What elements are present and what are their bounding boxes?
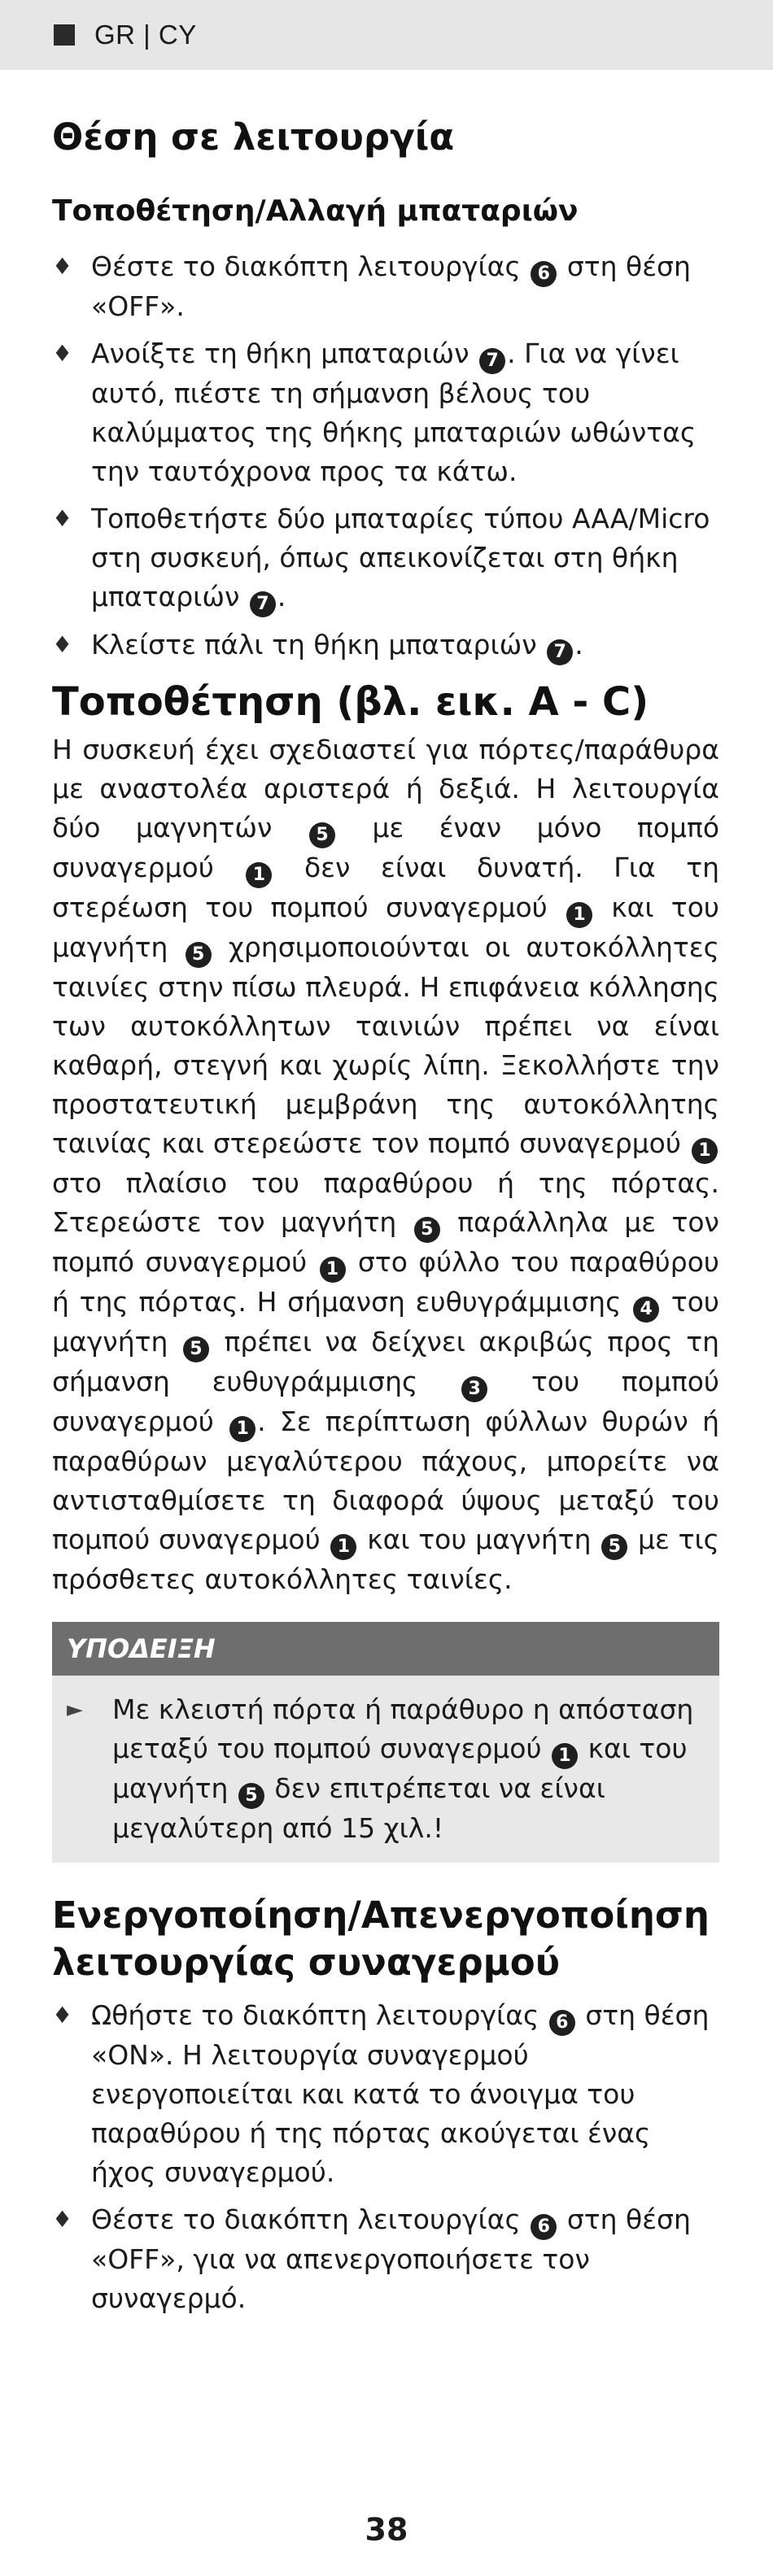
diamond-bullet-icon: ♦ — [52, 340, 73, 367]
section-title-alarm: Ενεργοποίηση/Απενεργοποίηση λειτουργίας συναγερμού — [52, 1894, 710, 1984]
section-title-mounting: Τοποθέτηση (βλ. εικ. A - C) — [52, 679, 649, 725]
section-subtitle-batteries: Τοποθέτηση/Αλλαγή μπαταριών — [52, 194, 579, 228]
note-heading: ΥΠΟΔΕΙΞΗ — [52, 1622, 719, 1676]
diamond-bullet-icon: ♦ — [52, 631, 73, 658]
number-badge: 1 — [320, 1257, 346, 1283]
header-square-icon — [54, 24, 75, 46]
number-badge: 5 — [183, 1336, 209, 1362]
number-badge: 4 — [633, 1297, 659, 1323]
list-item: ♦ Ωθήστε το διακόπτη λειτουργίας 6 στη θέση «ON». Η λειτουργία συναγερμού ενεργοποιείται και κατά το άνοιγμα του παραθύρου ή της πόρτας ακούγεται ένας ήχος συναγερμού. — [52, 1996, 719, 2192]
number-badge: 6 — [531, 261, 557, 287]
number-badge: 1 — [692, 1138, 718, 1164]
note-box — [52, 1622, 719, 1863]
number-badge: 5 — [414, 1217, 440, 1243]
number-badge: 1 — [229, 1416, 255, 1442]
diamond-bullet-icon: ♦ — [52, 505, 73, 532]
number-badge: 1 — [566, 902, 592, 928]
diamond-bullet-icon: ♦ — [52, 2206, 73, 2233]
page-number: 38 — [365, 2512, 408, 2548]
page-content — [52, 114, 719, 2326]
diamond-bullet-icon: ♦ — [52, 253, 73, 280]
number-badge: 7 — [479, 348, 505, 374]
alarm-steps-list — [52, 1996, 719, 2318]
battery-steps-list — [52, 247, 719, 665]
number-badge: 5 — [186, 942, 212, 968]
list-item: ♦ Ανοίξτε τη θήκη μπαταριών 7 . Για να γίνει αυτό, πιέστε τη σήμανση βέλους του καλύμματος της θήκης μπαταριών ωθώντας την ταυτόχρονα προς τα κάτω. — [52, 334, 719, 491]
page-header-bar — [0, 0, 773, 70]
section-title-start: Θέση σε λειτουργία — [52, 116, 455, 159]
number-badge: 5 — [238, 1783, 264, 1809]
number-badge: 7 — [250, 591, 276, 617]
list-item: ♦ Θέστε το διακόπτη λειτουργίας 6 στη θέση «OFF». — [52, 247, 719, 326]
list-item: ♦ Θέστε το διακόπτη λειτουργίας 6 στη θέση «OFF», για να απενεργοποιήσετε τον συναγερμό. — [52, 2200, 719, 2318]
number-badge: 1 — [246, 862, 272, 888]
triangle-arrow-icon: ► — [67, 1698, 83, 1722]
language-code: GR | CY — [94, 20, 197, 50]
number-badge: 1 — [552, 1743, 578, 1769]
list-item: ♦ Κλείστε πάλι τη θήκη μπαταριών 7 . — [52, 625, 719, 665]
mounting-paragraph: Η συσκευή έχει σχεδιαστεί για πόρτες/παράθυρα με αναστολέα αριστερά ή δεξιά. Η λειτουργία δύο μαγνητών 5 με έναν μόνο πομπό συναγερμού 1 δεν είναι δυνατή. Για τη στερέωση του πομπού συναγερμού 1 και του μαγνήτη 5 χρησιμοποιούνται οι αυτοκόλλητες ταινίες στην πίσω πλευρά. Η επιφάνεια κόλλησης των αυτοκόλλητων ταινιών πρέπει να είναι καθαρή, στεγνή και χωρίς λίπη. Ξεκολλήστε την προστατευτική μεμβράνη της αυτοκόλλητης ταινίας και στερεώστε τον πομπό συναγερμού 1 στο πλαίσιο του παραθύρου ή της πόρτας. Στερεώστε τον μαγνήτη 5 παράλληλα με τον πομπό συναγερμού 1 στο φύλλο του παραθύρου ή της πόρτας. Η σήμανση ευθυγράμμισης 4 του μαγνήτη 5 πρέπει να δείχνει ακριβώς προς τη σήμανση ευθυγράμμισης 3 του πομπού συναγερμού 1 . Σε περίπτωση φύλλων θυρών ή παραθύρων μεγαλύτερου πάχους, μπορείτε να αντισταθμίσετε τη διαφορά ύψους μεταξύ του πομπού συναγερμού 1 και του μαγνήτη 5 με τις πρόσθετες αυτοκόλλητες ταινίες. — [52, 734, 720, 1595]
number-badge: 5 — [601, 1534, 627, 1560]
number-badge: 3 — [461, 1376, 487, 1402]
note-item: ► Με κλειστή πόρτα ή παράθυρο η απόσταση μεταξύ του πομπού συναγερμού 1 και του μαγνήτη 5 δεν επιτρέπεται να είναι μεγαλύτερη από 15 χιλ.! — [65, 1690, 703, 1848]
diamond-bullet-icon: ♦ — [52, 2002, 73, 2029]
number-badge: 6 — [549, 2010, 575, 2036]
number-badge: 6 — [531, 2214, 557, 2240]
list-item: ♦ Τοποθετήστε δύο μπαταρίες τύπου AAA/Micro στη συσκευή, όπως απεικονίζεται στη θήκη μπαταριών 7 . — [52, 499, 719, 617]
number-badge: 5 — [309, 822, 335, 848]
number-badge: 7 — [547, 639, 573, 665]
number-badge: 1 — [330, 1534, 356, 1560]
